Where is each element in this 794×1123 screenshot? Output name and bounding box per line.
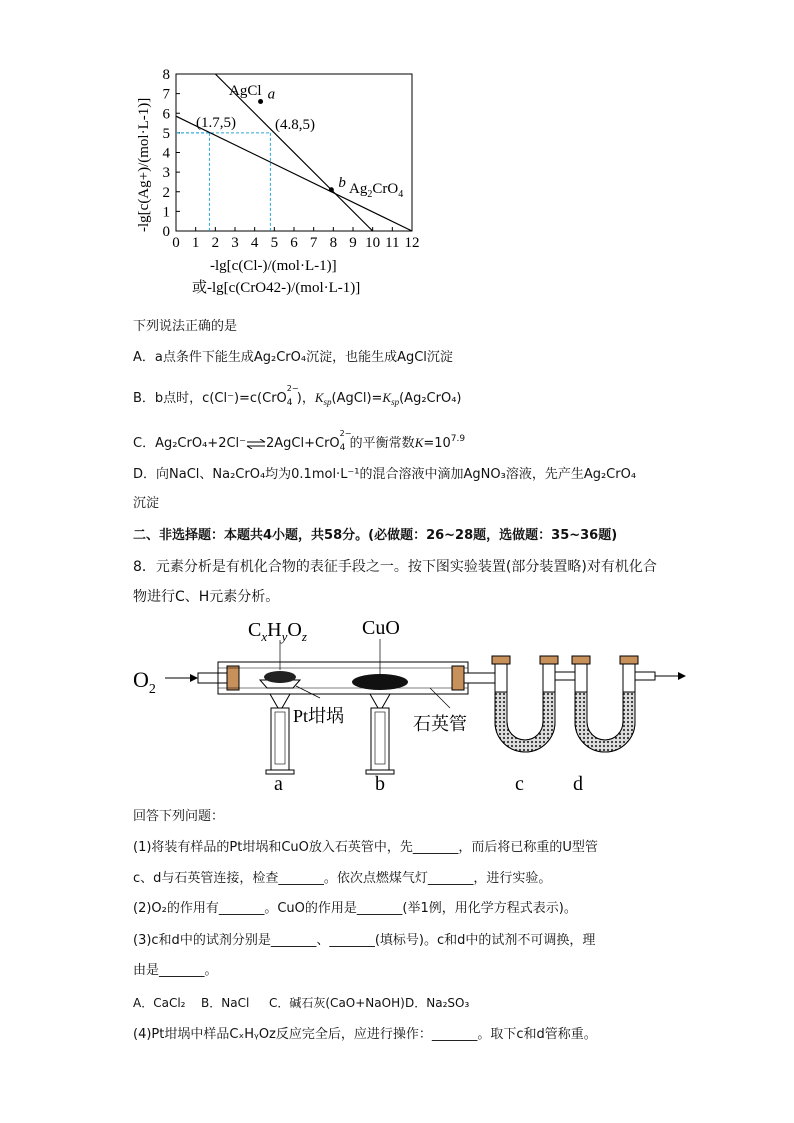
cuo-label: CuO — [362, 617, 400, 639]
q8-options — [133, 994, 469, 1012]
x-tick-label: 9 — [349, 235, 357, 251]
quartz-tube — [218, 662, 468, 694]
point-a — [258, 99, 263, 104]
right-stopper — [452, 666, 464, 690]
x-tick-label: 4 — [250, 235, 259, 251]
ag2cro4-label: $Ag_2CrO_4$ — [349, 181, 404, 200]
q7-stem: 下列说法正确的是 — [133, 319, 238, 334]
pt-crucible-label: Pt坩埚 — [293, 706, 345, 726]
y-axis-label: -lg[c(Ag+)/(mol·L-1)] — [136, 97, 152, 232]
x-tick-label: 5 — [270, 235, 279, 251]
quartz-tube-label: 石英管 — [413, 714, 467, 734]
q7-option-c: C．Ag₂CrO₄+2Cl⁻ 2AgCl+CrO 2− $_4$ 的平衡常数$K=10^{7.9}$ — [133, 429, 466, 453]
option-a: A．CaCl₂ — [133, 996, 186, 1010]
x-tick-label: 11 — [385, 235, 400, 251]
apparatus-diagram — [130, 612, 690, 797]
y-tick-label: 3 — [162, 165, 170, 182]
x-tick-label: 7 — [309, 235, 318, 251]
q8-part2: (2)O₂的作用有_______。CuO的作用是_______(举1例，用化学方程式表示)。 — [133, 901, 577, 916]
x-tick-label: 1 — [191, 235, 200, 251]
burner-b — [371, 708, 389, 770]
q8-stem-line2: 物进行C、H元素分析。 — [133, 589, 280, 605]
q7-option-d-line2: 沉淀 — [133, 496, 160, 511]
o2-label: $O_2$ — [133, 667, 156, 697]
series-line-ag2cro4 — [176, 116, 412, 231]
y-tick-label: 4 — [162, 145, 170, 162]
section-heading: 二、非选择题：本题共4小题，共58分。(必做题：26~28题，选做题：35~36题) — [133, 528, 618, 543]
y-tick-label: 2 — [162, 184, 170, 201]
y-tick-label: 8 — [162, 67, 170, 83]
y-tick-label: 1 — [162, 204, 170, 221]
q8-answer-prompt: 回答下列问题： — [133, 809, 225, 824]
x-tick-label: 10 — [365, 235, 381, 251]
q8-part3-line2: 由是_______。 — [133, 963, 218, 978]
q8-part3-line1: (3)c和d中的试剂分别是_______、_______(填标号)。c和d中的试剂不可调换，理 — [133, 933, 596, 948]
q7-option-b: B．b点时，c(Cl⁻)=c(CrO 2− $_4$ )，$K_{sp}(AgCl)=K_{sp}(Ag_2CrO_4)$ — [133, 384, 462, 408]
option-d: D．Na₂SO₃ — [405, 996, 470, 1010]
x-tick-label: 8 — [329, 235, 338, 251]
sample — [264, 671, 296, 683]
cuo-solid — [352, 674, 408, 690]
q7-option-d-line1: D．向NaCl、Na₂CrO₄均为0.1mol·L⁻¹的混合溶液中滴加AgNO₃溶液，先产生Ag₂CrO₄ — [133, 467, 637, 482]
inlet-tube — [198, 673, 228, 683]
y-tick-label: 0 — [162, 224, 170, 240]
annotation-1: (1.7,5) — [196, 115, 236, 131]
burner-a — [271, 708, 289, 770]
x-tick-label: 3 — [231, 235, 239, 251]
x-tick-label: 6 — [290, 235, 298, 251]
point-label-b: b — [338, 174, 346, 191]
q8-stem-line1: 8．元素分析是有机化合物的表征手段之一。按下图实验装置(部分装置略)对有机化合 — [133, 559, 657, 575]
point-label-a: a — [267, 86, 276, 103]
x-tick-label: 0 — [172, 235, 180, 251]
annotation-2: (4.8,5) — [275, 117, 315, 133]
x-axis-label: -lg[c(Cl-)/(mol·L-1)] — [210, 258, 337, 274]
equilibrium-arrow-icon — [246, 439, 266, 449]
label-c: c — [515, 773, 524, 795]
x-tick-label: 12 — [404, 235, 420, 251]
q8-part4: (4)Pt坩埚中样品CₓHᵧOz反应完全后，应进行操作：_______。取下c和d管称重。 — [133, 1027, 597, 1042]
sample-formula-label: $C_xH_yO_z$ — [248, 619, 307, 644]
x-axis-label-2: 或-lg[c(CrO42-)/(mol·L-1)] — [192, 280, 361, 296]
y-tick-label: 7 — [162, 86, 170, 103]
option-c: C．碱石灰(CaO+NaOH) — [269, 996, 405, 1010]
q8-part1-line2: c、d与石英管连接，检查_______。依次点燃煤气灯_______，进行实验。 — [133, 871, 552, 886]
y-tick-label: 6 — [162, 106, 170, 123]
label-a: a — [274, 773, 283, 795]
option-b: B．NaCl — [201, 996, 250, 1010]
x-tick-label: 2 — [211, 235, 220, 251]
q7-option-a: A．a点条件下能生成Ag₂CrO₄沉淀，也能生成AgCl沉淀 — [133, 350, 453, 365]
left-stopper — [227, 666, 239, 690]
ksp-chart — [130, 62, 430, 312]
label-b: b — [375, 773, 385, 795]
q8-part1-line1: (1)将装有样品的Pt坩埚和CuO放入石英管中，先_______，而后将已称重的U型管 — [133, 840, 598, 855]
point-b — [329, 187, 334, 192]
agcl-label: AgCl — [229, 83, 262, 99]
label-d: d — [573, 773, 583, 795]
y-tick-label: 5 — [162, 125, 170, 142]
